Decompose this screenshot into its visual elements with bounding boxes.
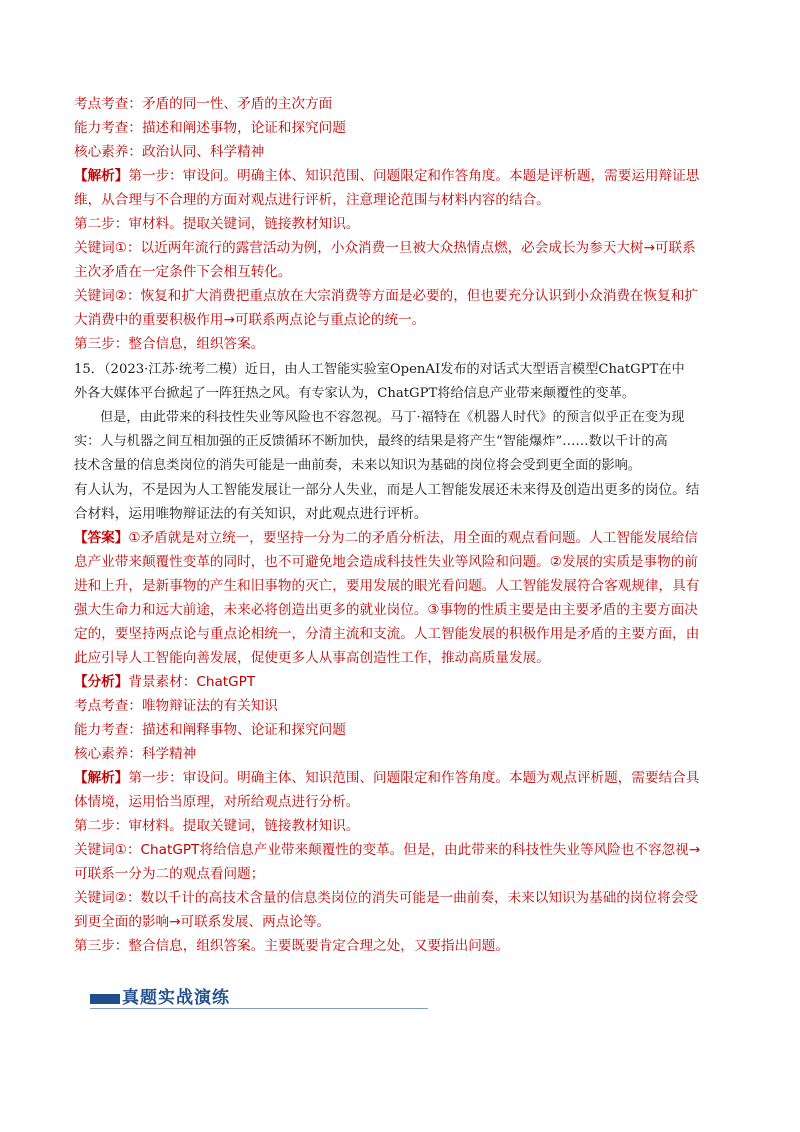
answer-line-4: 强大生命力和远大前途，未来必将创造出更多的就业岗位。③事物的性质主要是由主要矛盾的主要方面决 [74, 602, 698, 618]
section-title: 真题实战演练 [122, 988, 230, 1008]
explain-line-6: 关键词②：数以千计的高技术含量的信息类岗位的消失可能是一曲前奏，未来以知识为基础的岗位将会受 [74, 890, 698, 906]
analysis-line-2: 考点考查：唯物辩证法的有关知识 [74, 698, 278, 714]
section-header [90, 986, 428, 1010]
explanation-step2: 第二步：审材料。提取关键词，链接教材知识。 [74, 216, 360, 232]
question-line-5: 技术含量的信息类岗位的消失可能是一曲前奏，未来以知识为基础的岗位将会受到更全面的影响。 [74, 458, 642, 473]
explain-line-4: 关键词①：ChatGPT将给信息产业带来颠覆性的变革。但是，由此带来的科技性失业等风险也不容忽视→ [74, 842, 701, 858]
answer-line-6: 此应引导人工智能向善发展，促使更多人从事高创造性工作，推动高质量发展。 [74, 650, 550, 666]
explain-tag: 【解析】 [74, 770, 129, 786]
question-line-6: 有人认为，不是因为人工智能发展让一部分人失业，而是人工智能发展还未来得及创造出更多的岗位。结 [74, 482, 700, 498]
analysis-line-1 [74, 670, 726, 694]
explain-line-5: 可联系一分为二的观点看问题； [74, 866, 265, 882]
explanation-step1-cont: 维，从合理与不合理的方面对观点进行评析，注意理论范围与材料内容的结合。 [74, 192, 550, 208]
question-line-4: 实：人与机器之间互相加强的正反馈循环不断加快，最终的结果是将产生“智能爆炸”……数以千计的高 [74, 434, 668, 449]
explanation-step1 [74, 164, 726, 188]
answer-line-1-text: ①矛盾就是对立统一，要坚持一分为二的矛盾分析法，用全面的观点看问题。人工智能发展给信 [128, 530, 698, 546]
answer-line-3: 进和上升，是新事物的产生和旧事物的灭亡，要用发展的眼光看问题。人工智能发展符合客观规律，具有 [74, 578, 700, 594]
analysis-line-4: 核心素养：科学精神 [74, 746, 197, 762]
keyword2-line: 关键词②：恢复和扩大消费把重点放在大宗消费等方面是必要的，但也要充分认识到小众消费在恢复和扩 [74, 288, 698, 304]
analysis-line-1-text: 背景素材：ChatGPT [128, 674, 256, 690]
question-line-7: 合材料，运用唯物辩证法的有关知识，对此观点进行评析。 [74, 506, 428, 522]
explain-line-1 [74, 766, 726, 790]
explanation-tag: 【解析】 [74, 168, 129, 184]
answer-line-5: 定的，要坚持两点论与重点论相统一，分清主流和支流。人工智能发展的积极作用是矛盾的主要方面，由 [74, 626, 700, 642]
keyword2-cont: 大消费中的重要积极作用→可联系两点论与重点论的统一。 [74, 312, 426, 328]
core-literacy-line: 核心素养：政治认同、科学精神 [74, 144, 265, 160]
explain-line-1-text: 第一步：审设问。明确主体、知识范围、问题限定和作答角度。本题为观点评析题，需要结合具 [128, 770, 700, 786]
keyword1-cont: 主次矛盾在一定条件下会相互转化。 [74, 264, 292, 280]
answer-tag: 【答案】 [74, 530, 129, 546]
section-underline [90, 1008, 428, 1009]
question-line-2: 外各大媒体平台掀起了一阵狂热之风。有专家认为，ChatGPT将给信息产业带来颠覆性的变革。 [74, 386, 636, 401]
exam-point-line: 考点考查：矛盾的同一性、矛盾的主次方面 [74, 96, 333, 112]
keyword1-line: 关键词①：以近两年流行的露营活动为例，小众消费一旦被大众热情点燃，必会成长为参天大树→可联系 [74, 240, 696, 256]
explanation-step3: 第三步：整合信息，组织答案。 [74, 336, 265, 352]
section-bar-decoration [90, 994, 120, 1004]
document-content [74, 92, 726, 958]
answer-line-2: 息产业带来颠覆性变革的同时，也不可避免地会造成科技性失业等风险和问题。②发展的实质是事物的前 [74, 554, 698, 570]
explain-line-2: 体情境，运用恰当原理，对所给观点进行分析。 [74, 794, 360, 810]
question-line-1: 15．（2023·江苏·统考二模）近日，由人工智能实验室OpenAI发布的对话式大型语言模型ChatGPT在中 [74, 362, 685, 377]
answer-line-1 [74, 526, 726, 550]
analysis-tag: 【分析】 [74, 674, 129, 690]
analysis-line-3: 能力考查：描述和阐释事物、论证和探究问题 [74, 722, 346, 738]
explain-line-7: 到更全面的影响→可联系发展、两点论等。 [74, 914, 331, 930]
question-line-3: 但是，由此带来的科技性失业等风险也不容忽视。马丁·福特在《机器人时代》的预言似乎正在变为现 [100, 410, 685, 425]
ability-line: 能力考查：描述和阐述事物，论证和探究问题 [74, 120, 346, 136]
explain-line-8: 第三步：整合信息，组织答案。主要既要肯定合理之处，又要指出问题。 [74, 938, 509, 954]
explanation-step1-text: 第一步：审设问。明确主体、知识范围、问题限定和作答角度。本题是评析题，需要运用辩证思 [128, 168, 700, 184]
explain-line-3: 第二步：审材料。提取关键词，链接教材知识。 [74, 818, 360, 834]
